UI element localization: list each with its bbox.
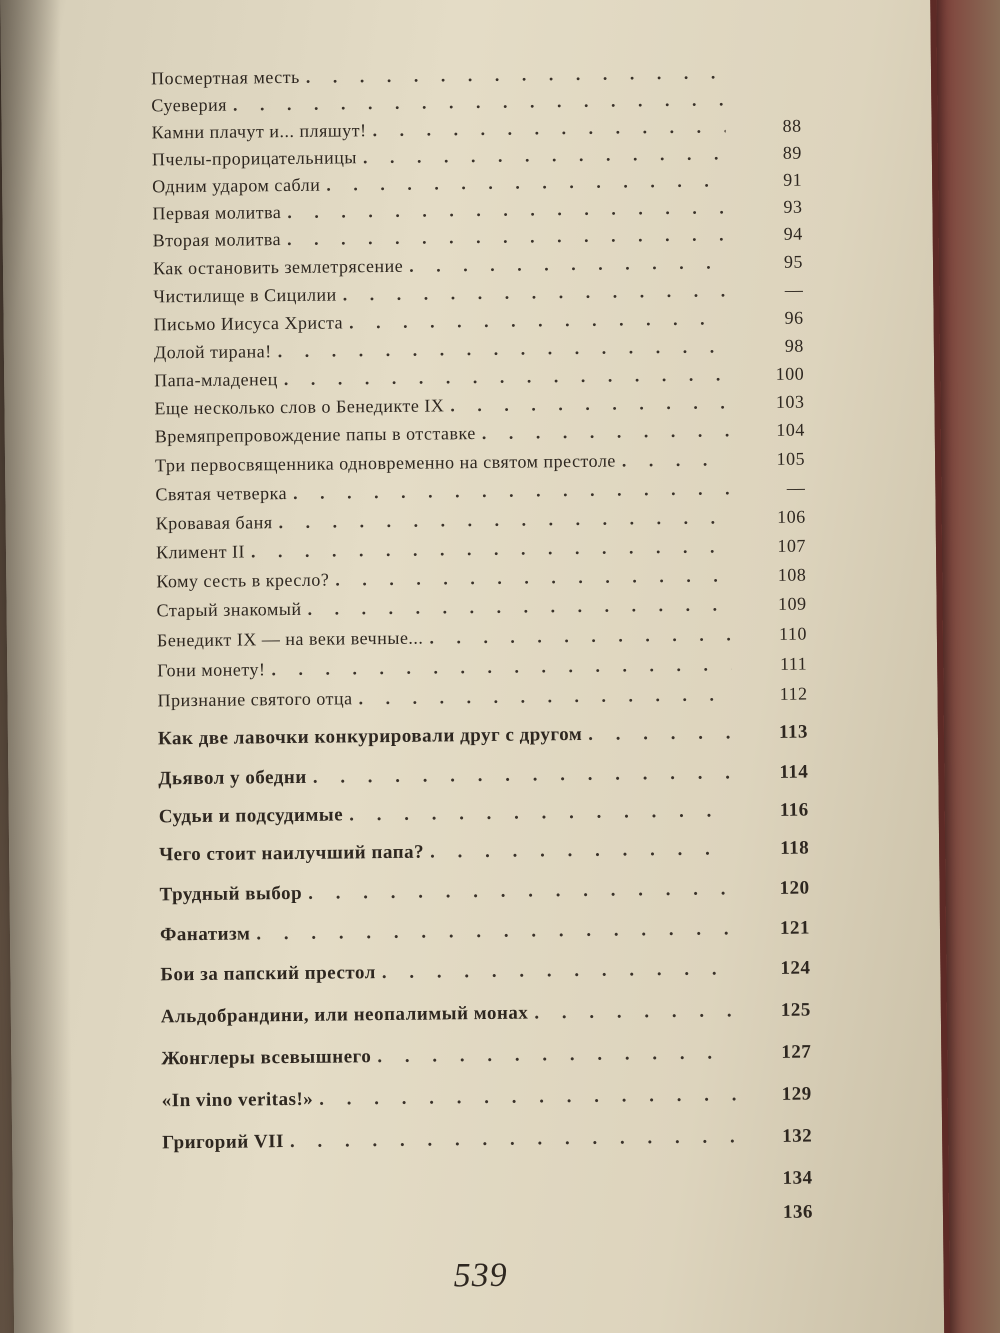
- toc-entry: [157, 684, 807, 719]
- toc-entry-page: 103: [775, 391, 805, 412]
- toc-leader-dots: [313, 762, 733, 788]
- toc-entry-page: 111: [779, 653, 808, 674]
- toc-leader-dots: [287, 224, 727, 250]
- toc-entry: [160, 958, 810, 993]
- toc-entry-page: [731, 105, 801, 106]
- gutter-shadow: [0, 0, 74, 1333]
- toc-entry: [159, 800, 809, 835]
- toc-leader-dots: [278, 336, 728, 362]
- toc-entry-page: 125: [780, 999, 811, 1021]
- toc-entry-page: [731, 78, 801, 79]
- toc-entry: [159, 838, 809, 873]
- toc-leader-dots: [278, 507, 729, 533]
- toc-entry: [163, 1168, 813, 1203]
- toc-entry-title: Чистилище в Сицилии: [153, 284, 337, 307]
- toc-entry-title: Папа-младенец: [154, 369, 278, 391]
- toc-entry-title: Кому сесть в кресло?: [156, 569, 330, 592]
- toc-entry: [157, 624, 807, 659]
- toc-leader-dots: [534, 1000, 735, 1024]
- toc-entry-title: Суеверия: [151, 94, 228, 116]
- toc-entry-title: Бои за папский престол: [160, 962, 376, 986]
- toc-leader-dots: [377, 1042, 735, 1068]
- toc-entry-page: 134: [782, 1167, 813, 1189]
- toc-leader-dots: [622, 449, 729, 471]
- toc-entry-title: Одним ударом сабли: [152, 174, 321, 197]
- toc-entry: [158, 762, 808, 797]
- toc-entry-title: Пчелы-прорицательницы: [151, 147, 358, 170]
- toc-entry-page: —: [786, 477, 806, 498]
- toc-entry-page: 124: [780, 957, 811, 979]
- toc-entry: [162, 1126, 812, 1161]
- toc-leader-dots: [251, 536, 730, 562]
- toc-entry-page: 118: [780, 837, 810, 859]
- toc-entry-page: 127: [781, 1041, 812, 1063]
- toc-entry-page: 109: [777, 593, 807, 614]
- toc-entry-page: 94: [783, 223, 803, 244]
- toc-entry-page: 121: [779, 917, 811, 939]
- toc-leader-dots: [293, 478, 730, 504]
- toc-entry-title: Трудный выбор: [159, 882, 303, 906]
- toc-entry-page: 100: [775, 363, 805, 384]
- toc-entry-title: Кровавая баня: [155, 512, 273, 534]
- toc-entry-page: 132: [782, 1125, 813, 1147]
- toc-entry-title: Три первосвященника одновременно на святом престоле: [154, 450, 616, 476]
- toc-leader-dots: [588, 722, 732, 746]
- toc-entry-title: Первая молитва: [152, 202, 282, 224]
- toc-entry-page: 105: [776, 448, 806, 469]
- toc-entry-title: Времяпрепровождение папы в отставке: [154, 423, 476, 447]
- toc-leader-dots: [382, 958, 735, 984]
- toc-entry-title: Святая четверка: [155, 483, 288, 505]
- toc-entry-title: Судьи и подсудимые: [158, 804, 344, 828]
- toc-leader-dots: [349, 800, 733, 826]
- toc-entry: [160, 918, 810, 953]
- page-number: 539: [453, 1256, 508, 1295]
- toc-entry-title: Климент II: [155, 541, 246, 563]
- toc-entry-title: Бенедикт IX — на веки вечные...: [156, 627, 424, 651]
- toc-entry: [157, 654, 807, 689]
- toc-entry: [163, 1202, 813, 1237]
- toc-leader-dots: [363, 143, 726, 168]
- toc-entry: [157, 594, 807, 629]
- toc-entry-title: Гони монету!: [157, 659, 266, 681]
- toc-entry-title: Альдобрандини, или неопалимый монах: [160, 1002, 529, 1028]
- toc-leader-dots: [233, 89, 726, 115]
- toc-leader-dots: [271, 654, 731, 680]
- toc-entry-title: Старый знакомый: [156, 598, 302, 621]
- toc-leader-dots: [287, 197, 726, 223]
- toc-entry-page: 113: [778, 721, 809, 743]
- toc-entry-page: 114: [779, 761, 809, 783]
- toc-entry-page: 95: [783, 251, 804, 272]
- toc-entry: [161, 1042, 811, 1077]
- toc-leader-dots: [319, 1084, 736, 1110]
- toc-entry-page: 93: [783, 196, 803, 217]
- toc-entry: [162, 1084, 812, 1119]
- toc-entry-page: 91: [783, 169, 803, 190]
- toc-leader-dots: [306, 62, 725, 87]
- toc-leader-dots: [256, 918, 734, 945]
- toc-entry: [159, 878, 809, 913]
- toc-entry-page: 112: [779, 683, 808, 704]
- toc-leader-dots: [430, 838, 733, 863]
- toc-leader-dots: [284, 364, 729, 390]
- toc-leader-dots: [308, 878, 734, 904]
- toc-leader-dots: [326, 170, 726, 195]
- toc-entry: [161, 1000, 811, 1035]
- toc-entry-page: 98: [784, 335, 804, 356]
- toc-entry-title: Вторая молитва: [152, 229, 282, 251]
- toc-entry-title: Как две лавочки конкурировали друг с другом: [157, 723, 583, 750]
- toc-entry-title: Признание святого отца: [157, 688, 353, 711]
- toc-entry-page: 110: [778, 623, 807, 644]
- toc-entry-title: Жонглеры всевышнего: [161, 1046, 372, 1070]
- toc-entry-title: Посмертная месть: [150, 66, 300, 89]
- toc-entry-page: 136: [782, 1201, 814, 1223]
- toc-leader-dots: [429, 624, 731, 648]
- toc-leader-dots: [349, 308, 728, 333]
- toc-entry-title: Как остановить землетрясение: [152, 255, 404, 279]
- toc-entry-page: 129: [781, 1083, 812, 1105]
- toc-entry-title: Чего стоит наилучший папа?: [159, 841, 425, 866]
- toc-leader-dots: [290, 1126, 736, 1153]
- toc-entry-title: Григорий VII: [162, 1131, 285, 1154]
- toc-entry-page: 108: [777, 564, 807, 585]
- toc-leader-dots: [409, 252, 727, 276]
- toc-leader-dots: [372, 116, 725, 141]
- toc-entry-page: 106: [777, 506, 806, 527]
- toc-entry-page: 107: [777, 535, 807, 556]
- toc-entry-title: Долой тирана!: [153, 341, 272, 363]
- toc-entry-page: 88: [782, 115, 802, 136]
- toc-entry-page: 116: [779, 799, 809, 821]
- toc-entry: [158, 722, 808, 757]
- toc-leader-dots: [343, 280, 728, 305]
- toc-entry-page: 96: [784, 307, 804, 328]
- toc-entry-title: Еще несколько слов о Бенедикте IX: [154, 395, 445, 419]
- toc-entry-title: Письмо Иисуса Христа: [153, 312, 344, 335]
- toc-entry-page: 120: [779, 877, 810, 899]
- toc-leader-dots: [450, 392, 728, 416]
- toc-entry-title: Дьявол у обедни: [158, 766, 307, 790]
- table-of-contents: [150, 62, 814, 1223]
- toc-leader-dots: [335, 565, 730, 590]
- toc-entry-title: Камни плачут и... пляшут!: [151, 120, 367, 143]
- toc-leader-dots: [358, 684, 731, 709]
- toc-entry-title: Фанатизм: [159, 923, 251, 946]
- toc-entry-page: 104: [776, 419, 805, 440]
- toc-entry-page: 89: [782, 142, 802, 163]
- toc-leader-dots: [307, 594, 730, 619]
- toc-entry-title: «In vino veritas!»: [161, 1088, 314, 1112]
- toc-entry-page: —: [784, 279, 804, 300]
- toc-leader-dots: [482, 420, 729, 444]
